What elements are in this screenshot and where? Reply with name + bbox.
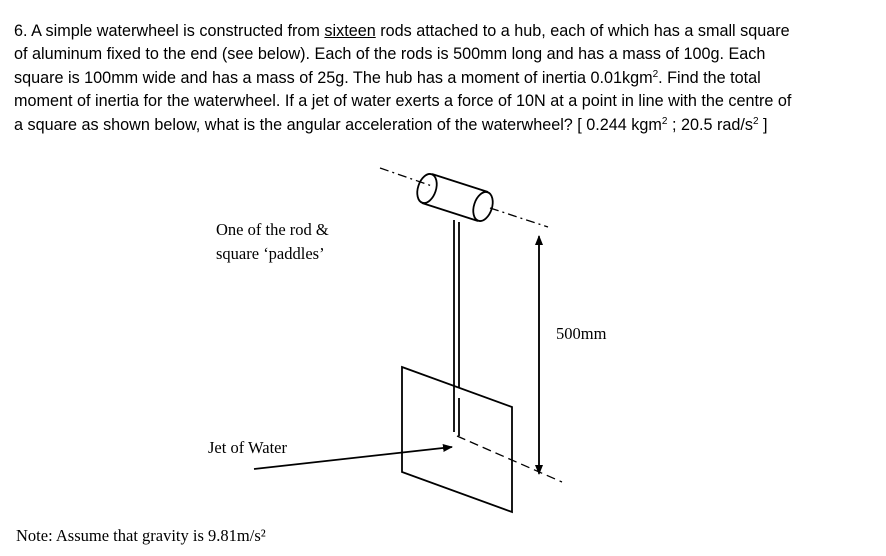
superscript: 2 xyxy=(652,68,659,80)
jet-label: Jet of Water xyxy=(208,438,288,457)
hub-cylinder xyxy=(414,171,496,223)
problem-text: ; 20.5 rad/s xyxy=(667,115,753,134)
problem-text: square is 100mm wide and has a mass of 25g. The hub has a moment of inertia 0.01kgm xyxy=(14,68,653,87)
rod-label: square ‘paddles’ xyxy=(216,244,325,263)
rod-label: One of the rod & xyxy=(216,220,329,239)
problem-text: a square as shown below, what is the angular acceleration of the waterwheel? [ 0.244 kgm xyxy=(14,115,662,134)
hub-axis-line xyxy=(490,208,548,227)
paddle-centre-line xyxy=(457,436,562,482)
length-label: 500mm xyxy=(556,324,607,343)
rod xyxy=(454,220,459,436)
problem-text: . Find the total xyxy=(658,68,761,87)
superscript: 2 xyxy=(752,115,759,127)
superscript: 2 xyxy=(661,115,668,127)
gravity-note: Note: Assume that gravity is 9.81m/s² xyxy=(16,526,266,545)
problem-text: of aluminum fixed to the end (see below). Each of the rods is 500mm long and has a mass of 100g. Each xyxy=(14,45,766,64)
problem-text: moment of inertia for the waterwheel. If a jet of water exerts a force of 10N at a point in line with the centre of xyxy=(14,92,792,111)
square-paddle xyxy=(402,367,512,512)
problem-number: 6. xyxy=(14,22,28,40)
problem-text: rods attached to a hub, each of which has a small square xyxy=(375,22,790,40)
underlined-sixteen: sixteen xyxy=(324,22,376,40)
problem-text: ] xyxy=(758,115,768,134)
problem-text: A simple waterwheel is constructed from xyxy=(31,22,325,40)
